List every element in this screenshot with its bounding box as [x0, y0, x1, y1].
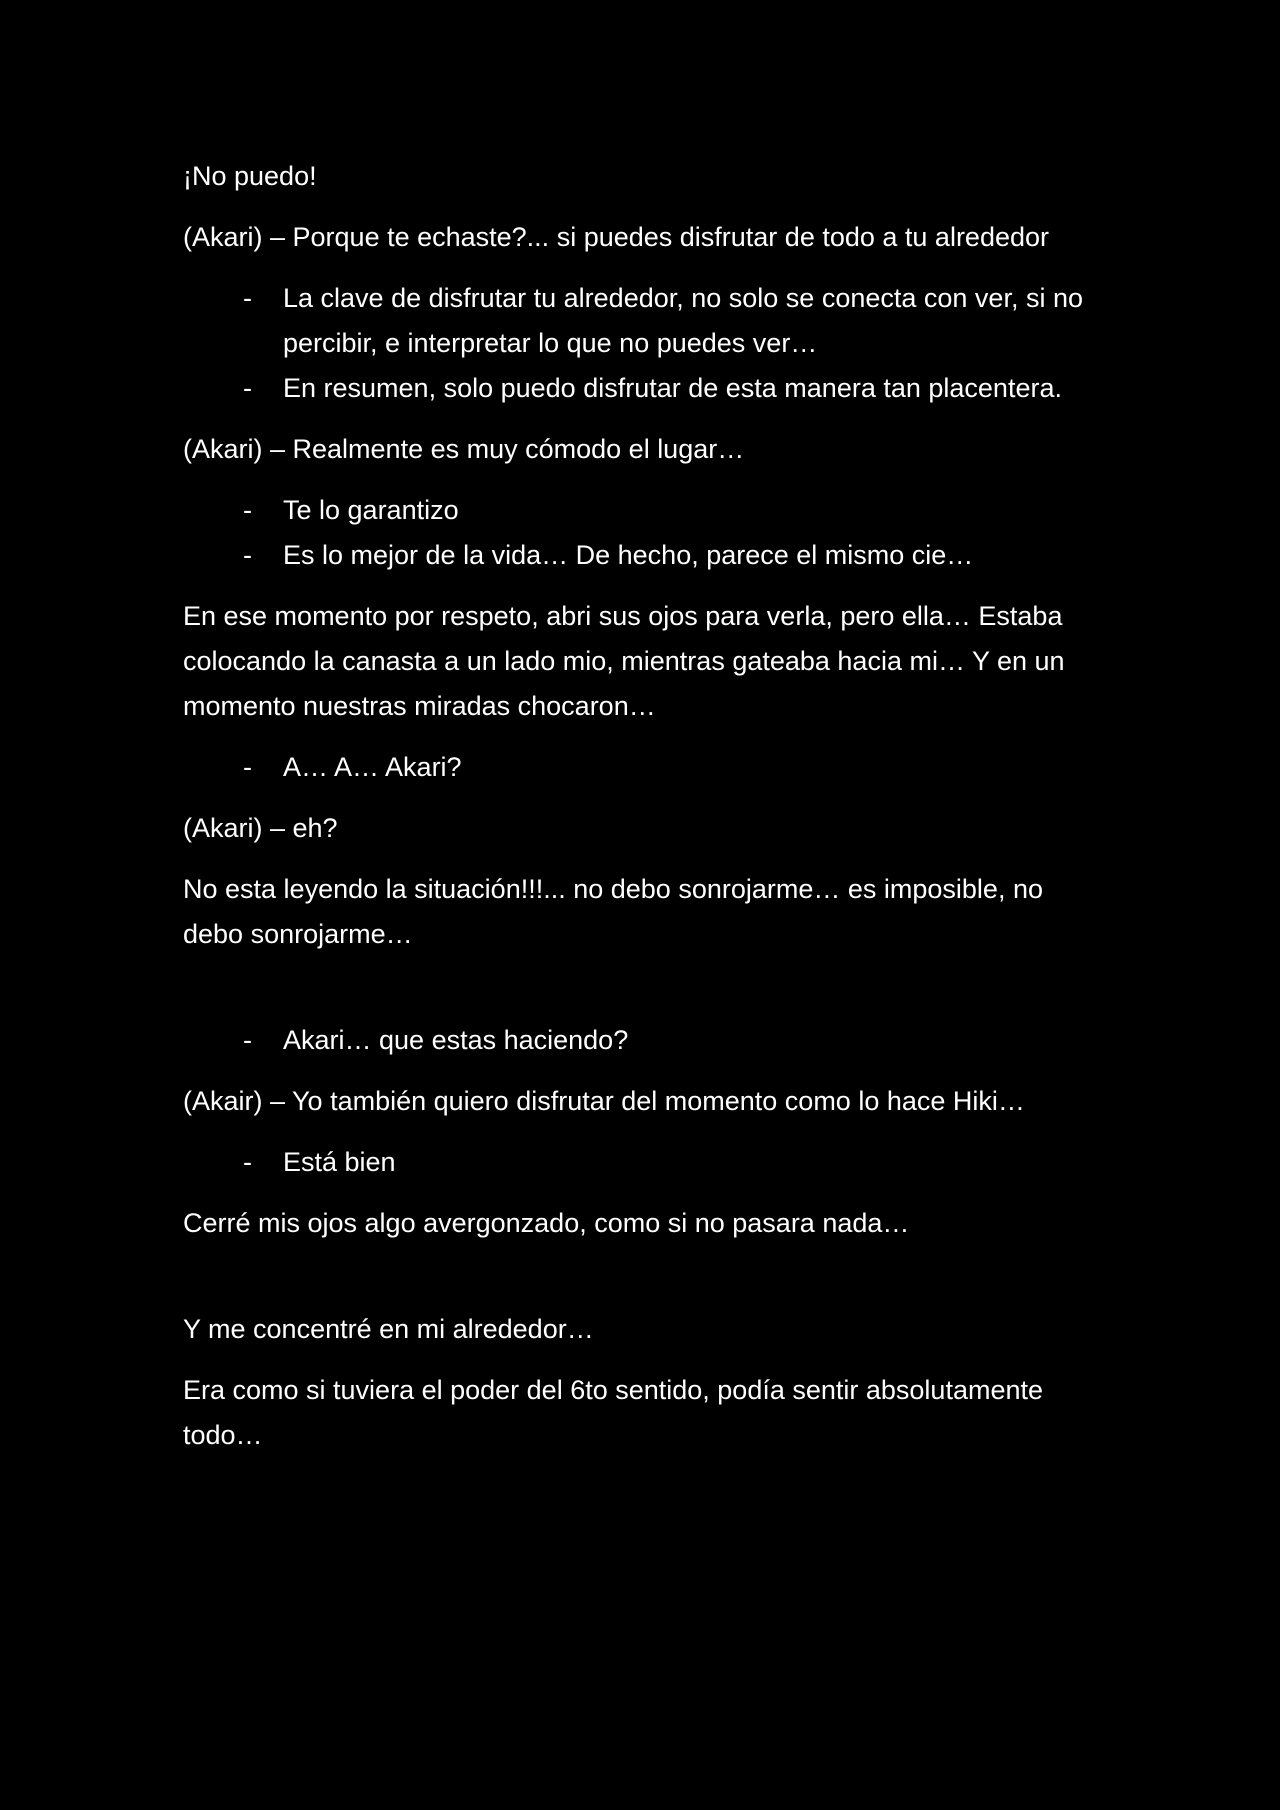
list-item [183, 1140, 1103, 1185]
dialogue-list [183, 276, 1103, 411]
list-item-text: Te lo garantizo [283, 495, 459, 525]
list-item [183, 1018, 1103, 1063]
list-item [183, 276, 1103, 366]
list-item [183, 745, 1103, 790]
dialogue-list [183, 488, 1103, 578]
list-item-text: Está bien [283, 1147, 396, 1177]
dialogue-list [183, 1018, 1103, 1063]
blank-line [183, 973, 1103, 1018]
paragraph: (Akari) – Porque te echaste?... si puedes disfrutar de todo a tu alrededor [183, 222, 1050, 252]
dash-bullet: - [243, 752, 252, 782]
dash-bullet: - [243, 373, 252, 403]
paragraph: ¡No puedo! [183, 161, 317, 191]
paragraph: Era como si tuviera el poder del 6to sentido, podía sentir absolutamente todo… [183, 1375, 1044, 1450]
dialogue-list [183, 1140, 1103, 1185]
list-item [183, 488, 1103, 533]
dash-bullet: - [243, 1025, 252, 1055]
list-item-text: En resumen, solo puedo disfrutar de esta manera tan placentera. [283, 373, 1062, 403]
dash-bullet: - [243, 283, 252, 313]
paragraph: (Akari) – eh? [183, 813, 338, 843]
list-item [183, 366, 1103, 411]
paragraph: (Akair) – Yo también quiero disfrutar del momento como lo hace Hiki… [183, 1086, 1025, 1116]
dash-bullet: - [243, 495, 252, 525]
document-body [183, 154, 1103, 1474]
paragraph: Y me concentré en mi alrededor… [183, 1314, 594, 1344]
paragraph: En ese momento por respeto, abri sus ojos para verla, pero ella… Estaba colocando la canasta a un lado mio, mientras gateaba hacia mi… Y en un momento nuestras miradas chocaron… [183, 601, 1065, 721]
list-item [183, 533, 1103, 578]
dash-bullet: - [243, 1147, 252, 1177]
paragraph: No esta leyendo la situación!!!... no debo sonrojarme… es imposible, no debo sonrojarme… [183, 874, 1043, 949]
paragraph: Cerré mis ojos algo avergonzado, como si no pasara nada… [183, 1208, 910, 1238]
dialogue-list [183, 745, 1103, 790]
list-item-text: La clave de disfrutar tu alrededor, no solo se conecta con ver, si no percibir, e interpretar lo que no puedes ver… [283, 283, 1083, 358]
dash-bullet: - [243, 540, 252, 570]
blank-line [183, 1262, 1103, 1307]
list-item-text: A… A… Akari? [283, 752, 462, 782]
list-item-text: Akari… que estas haciendo? [283, 1025, 629, 1055]
paragraph: (Akari) – Realmente es muy cómodo el lugar… [183, 434, 745, 464]
list-item-text: Es lo mejor de la vida… De hecho, parece el mismo cie… [283, 540, 974, 570]
